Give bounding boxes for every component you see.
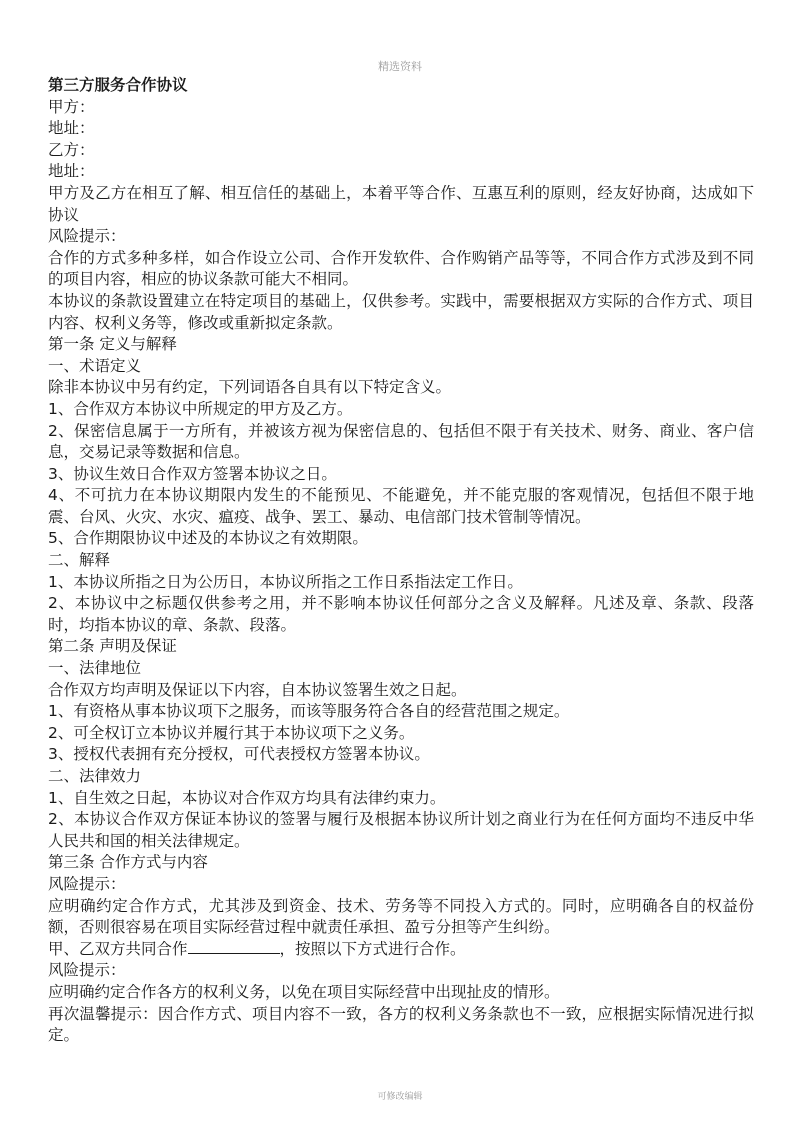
paragraph: 4、不可抗力在本协议期限内发生的不能预见、不能避免，并不能克服的客观情况，包括但不限于地震、台风、火灾、水灾、瘟疫、战争、罢工、暴动、电信部门技术管制等情况。 [48,486,754,526]
paragraph: 1、合作双方本协议中所规定的甲方及乙方。 [48,399,353,418]
page-footer: 可修改编辑 [377,1092,423,1102]
document-body [48,75,754,1047]
paragraph-list-after [48,960,754,1046]
paragraph: 一、术语定义 [48,356,142,375]
paragraph: 地址： [48,119,95,138]
cooperation-line [48,939,754,961]
paragraph: 应明确约定合作方式，尤其涉及到资金、技术、劳务等不同投入方式的。同时，应明确各自的权益份额，否则很容易在项目实际经营过程中就责任承担、盈亏分担等产生纠纷。 [48,896,754,937]
paragraph: 合作双方均声明及保证以下内容，自本协议签署生效之日起。 [48,680,467,699]
paragraph: 一、法律地位 [48,659,142,678]
paragraph: 地址： [48,162,95,181]
paragraph: 1、自生效之日起，本协议对合作双方均具有法律约束力。 [48,788,446,807]
paragraph: 甲方： [48,97,95,116]
paragraph: 第二条 声明及保证 [48,637,177,656]
paragraph: 3、协议生效日合作双方签署本协议之日。 [48,464,337,483]
paragraph: 乙方： [48,140,95,159]
paragraph: 除非本协议中另有约定，下列词语各自具有以下特定含义。 [48,378,452,397]
paragraph-list [48,97,754,939]
paragraph: 1、有资格从事本协议项下之服务，而该等服务符合各自的经营范围之规定。 [48,702,570,721]
paragraph: 再次温馨提示：因合作方式、项目内容不一致，各方的权利义务条款也不一致，应根据实际情况进行拟定。 [48,1004,754,1045]
paragraph: 甲方及乙方在相互了解、相互信任的基础上，本着平等合作、互惠互利的原则，经友好协商，达成如下协议 [48,183,754,224]
paragraph: 本协议的条款设置建立在特定项目的基础上，仅供参考。实践中，需要根据双方实际的合作方式、项目内容、权利义务等，修改或重新拟定条款。 [48,291,754,332]
paragraph: 第三条 合作方式与内容 [48,853,208,872]
paragraph: 风险提示： [48,961,126,980]
fill-in-blank[interactable] [188,939,280,954]
paragraph: 风险提示： [48,227,126,246]
paragraph: 应明确约定合作各方的权利义务，以免在项目实际经营中出现扯皮的情形。 [48,982,560,1001]
page-header: 精选资料 [378,60,422,73]
paragraph: 3、授权代表拥有充分授权，可代表授权方签署本协议。 [48,745,430,764]
paragraph: 2、本协议中之标题仅供参考之用，并不影响本协议任何部分之含义及解释。凡述及章、条款、段落时，均指本协议的章、条款、段落。 [48,594,754,634]
cooperation-line-before: 甲、乙双方共同合作 [48,939,188,958]
paragraph: 1、本协议所指之日为公历日，本协议所指之工作日系指法定工作日。 [48,572,523,591]
paragraph: 合作的方式多种多样，如合作设立公司、合作开发软件、合作购销产品等等，不同合作方式涉及到不同的项目内容，相应的协议条款可能大不相同。 [48,248,754,289]
document-title: 第三方服务合作协议 [48,76,188,94]
paragraph: 5、合作期限协议中述及的本协议之有效期限。 [48,529,368,548]
paragraph: 风险提示： [48,874,126,893]
paragraph: 2、本协议合作双方保证本协议的签署与履行及根据本协议所计划之商业行为在任何方面均不违反中华人民共和国的相关法律规定。 [48,810,754,850]
paragraph: 二、法律效力 [48,767,142,785]
paragraph: 二、解释 [48,551,111,570]
cooperation-line-after: ，按照以下方式进行合作。 [279,939,466,958]
paragraph: 第一条 定义与解释 [48,335,177,354]
paragraph: 2、可全权订立本协议并履行其于本协议项下之义务。 [48,723,415,742]
paragraph: 2、保密信息属于一方所有，并被该方视为保密信息的、包括但不限于有关技术、财务、商业、客户信息，交易记录等数据和信息。 [48,421,754,462]
